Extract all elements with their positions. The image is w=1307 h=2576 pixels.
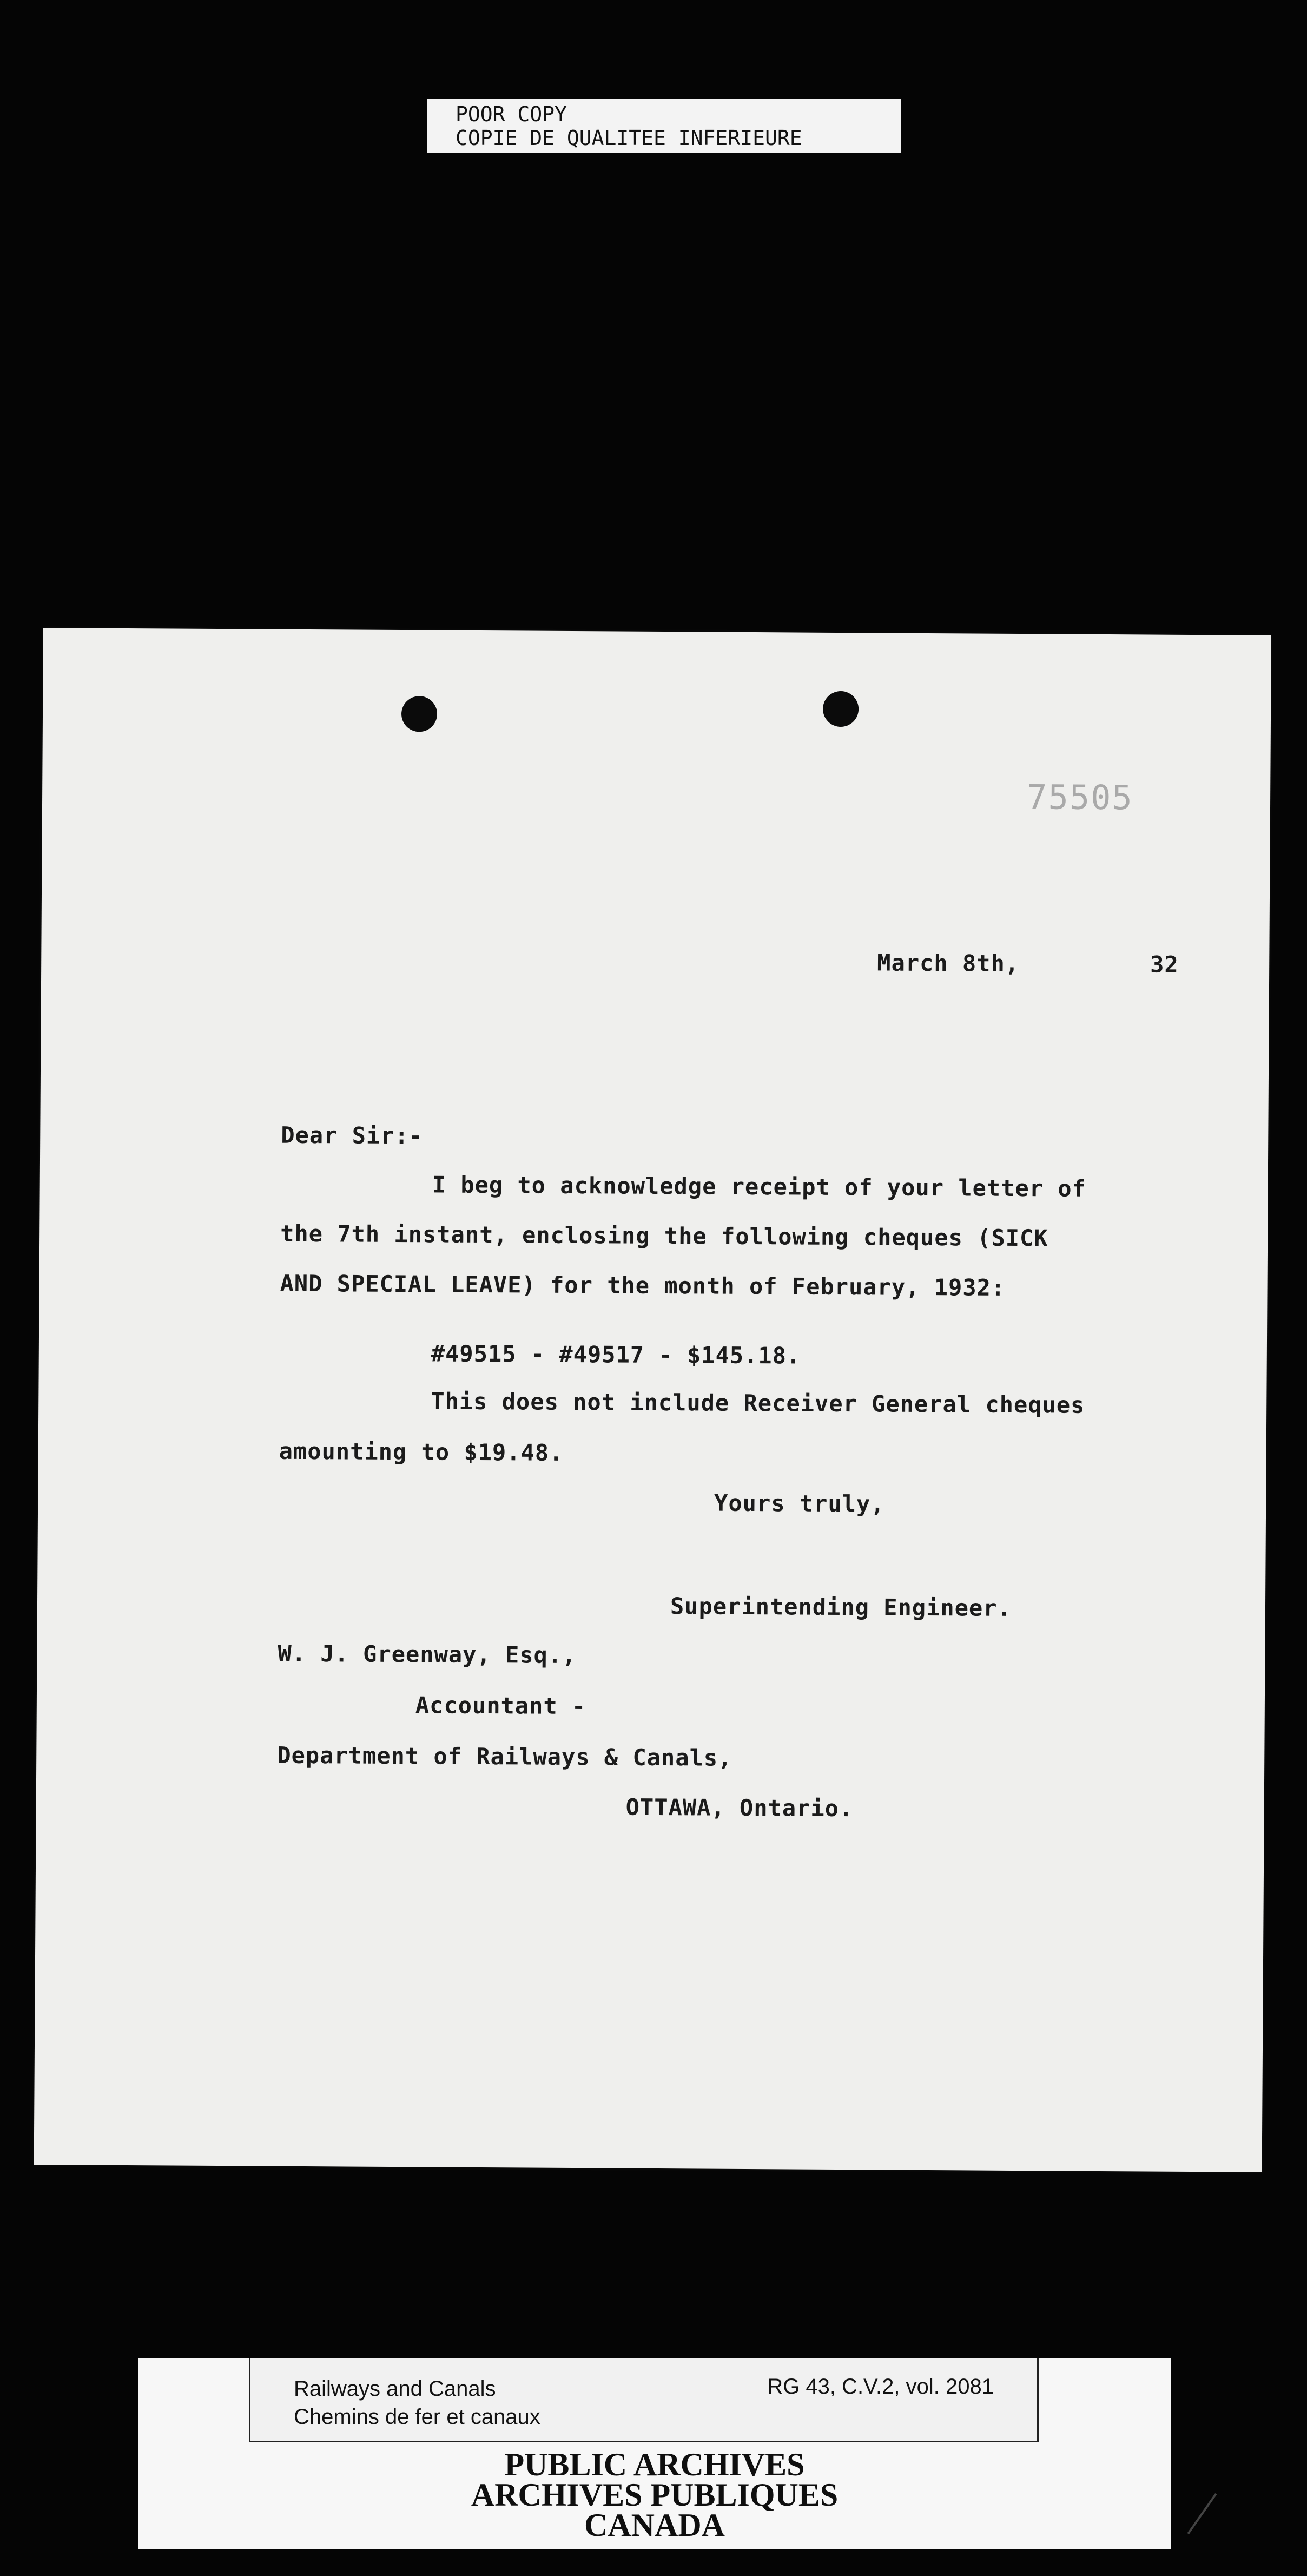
note-line-1: This does not include Receiver General cheques: [431, 1388, 1085, 1418]
closing: Yours truly,: [714, 1489, 885, 1517]
body-line-2: the 7th instant, enclosing the following cheques (SICK: [280, 1220, 1048, 1252]
collection-names: [294, 2375, 540, 2431]
poor-copy-line-fr: COPIE DE QUALITEE INFERIEURE: [456, 126, 802, 150]
archives-title: [138, 2447, 1171, 2543]
signature-title: Superintending Engineer.: [670, 1593, 1012, 1621]
letter-page: [34, 628, 1271, 2172]
body-line-1: I beg to acknowledge receipt of your letter of: [432, 1171, 1087, 1202]
addressee-title: Accountant -: [415, 1692, 586, 1720]
addressee-city: OTTAWA, Ontario.: [625, 1793, 854, 1822]
poor-copy-notice: [427, 99, 901, 153]
film-scratch: [1187, 2493, 1217, 2534]
collection-name-fr: Chemins de fer et canaux: [294, 2405, 540, 2429]
file-stamp-number: 75505: [1026, 777, 1133, 818]
archives-country: CANADA: [584, 2507, 725, 2543]
collection-label: [249, 2358, 1039, 2442]
punch-hole-left: [401, 696, 437, 732]
punch-hole-right: [823, 691, 859, 727]
letter-date: March 8th,: [877, 949, 1020, 977]
note-line-2: amounting to $19.48.: [279, 1437, 564, 1466]
addressee-name: W. J. Greenway, Esq.,: [278, 1640, 577, 1669]
call-number: RG 43, C.V.2, vol. 2081: [767, 2375, 994, 2398]
cheque-numbers: #49515 - #49517 - $145.18.: [431, 1340, 801, 1369]
letter-year: 32: [1150, 951, 1179, 978]
body-line-3: AND SPECIAL LEAVE) for the month of February, 1932:: [280, 1270, 1006, 1301]
archives-title-en: PUBLIC ARCHIVES: [504, 2447, 805, 2482]
archives-title-fr: ARCHIVES PUBLIQUES: [471, 2477, 839, 2513]
addressee-department: Department of Railways & Canals,: [277, 1742, 732, 1771]
salutation: Dear Sir:-: [281, 1121, 424, 1149]
archive-reference-panel: [138, 2358, 1171, 2549]
collection-name-en: Railways and Canals: [294, 2377, 496, 2401]
poor-copy-line-en: POOR COPY: [456, 102, 567, 126]
